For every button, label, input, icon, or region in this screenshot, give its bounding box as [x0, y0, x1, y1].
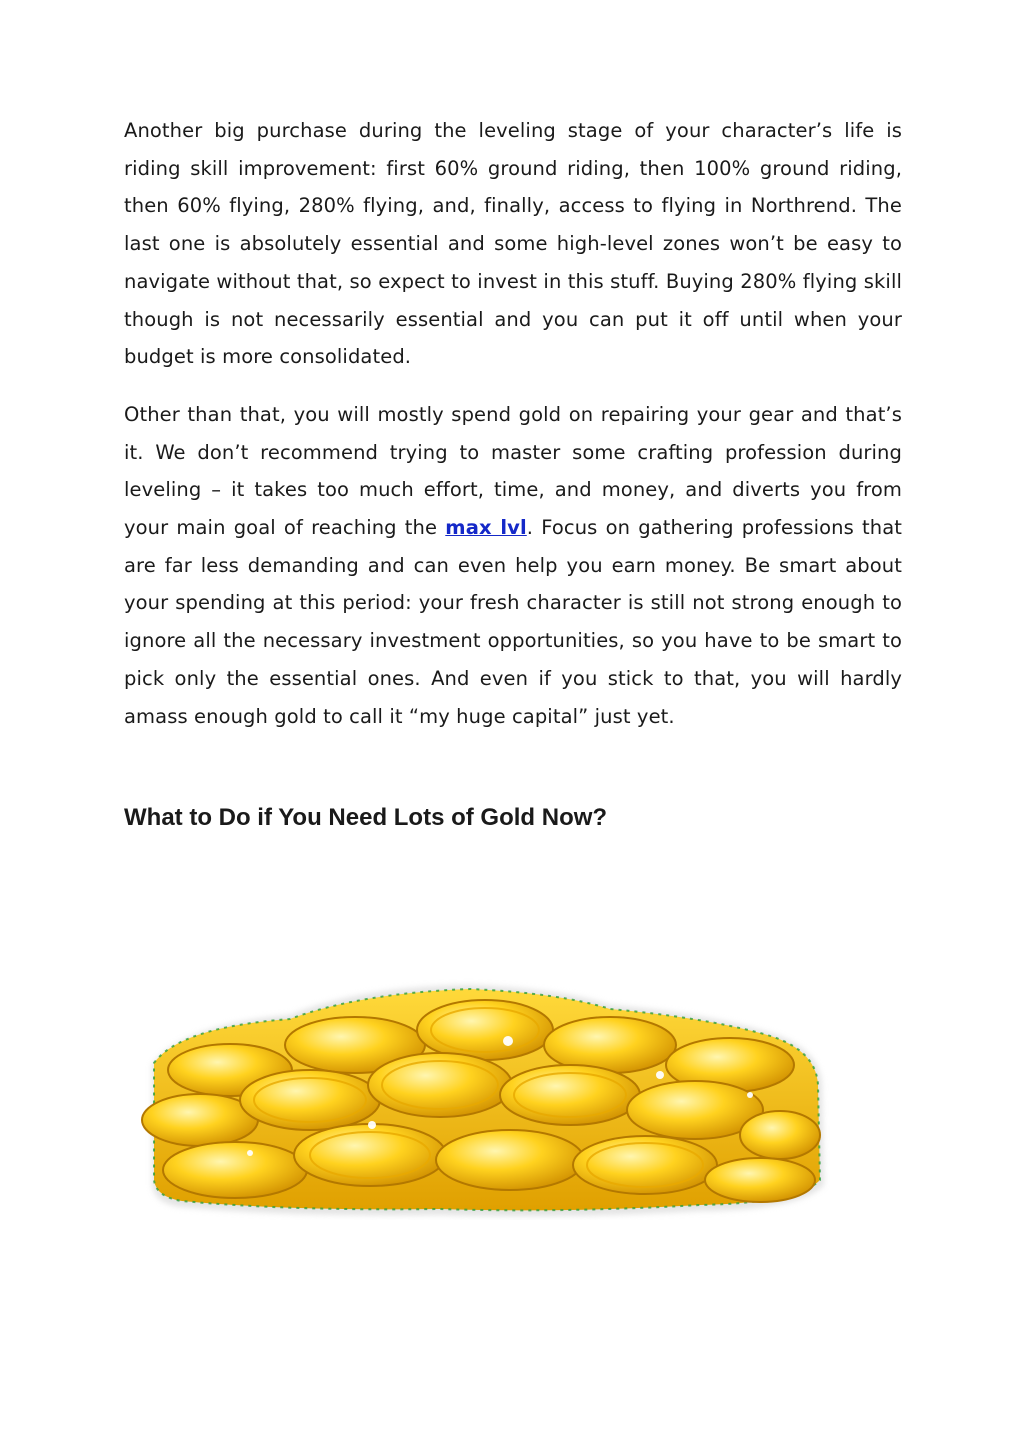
gold-coins-icon [140, 975, 830, 1220]
article-body [124, 112, 902, 755]
paragraph-text-after-link: . Focus on gathering professions that are far less demanding and can even help you earn money. Be smart about your spending at this period: your fresh character is still not strong enough to ignore all the necessary investment opportunities, so you have to be smart to pick only the essential ones. And even if you stick to that, you will hardly amass enough gold to call it “my huge capital” just yet. [124, 516, 903, 728]
paragraph-text-before-link: Other than that, you will mostly spend gold on repairing your gear and that’s it. We don’t recommend trying to master some crafting profession during leveling – it takes too much effort, time, and money, and diverts you from your main goal of reaching the [124, 402, 902, 540]
paragraph-riding-skills: Another big purchase during the leveling stage of your character’s life is riding skill improvement: first 60% ground riding, then 100% ground riding, then 60% flying, 280% flying, and, finally, access to flying in Northrend. The last one is absolutely essential and some high-level zones won’t be easy to navigate without that, so expect to invest in this stuff. Buying 280% flying skill though is not necessarily essential and you can put it off until when your budget is more consolidated. [124, 119, 902, 369]
max-lvl-link[interactable]: max lvl [445, 516, 527, 540]
paragraph-spending [124, 396, 902, 735]
section-heading: What to Do if You Need Lots of Gold Now? [124, 804, 608, 831]
gold-coins-image [140, 975, 830, 1220]
